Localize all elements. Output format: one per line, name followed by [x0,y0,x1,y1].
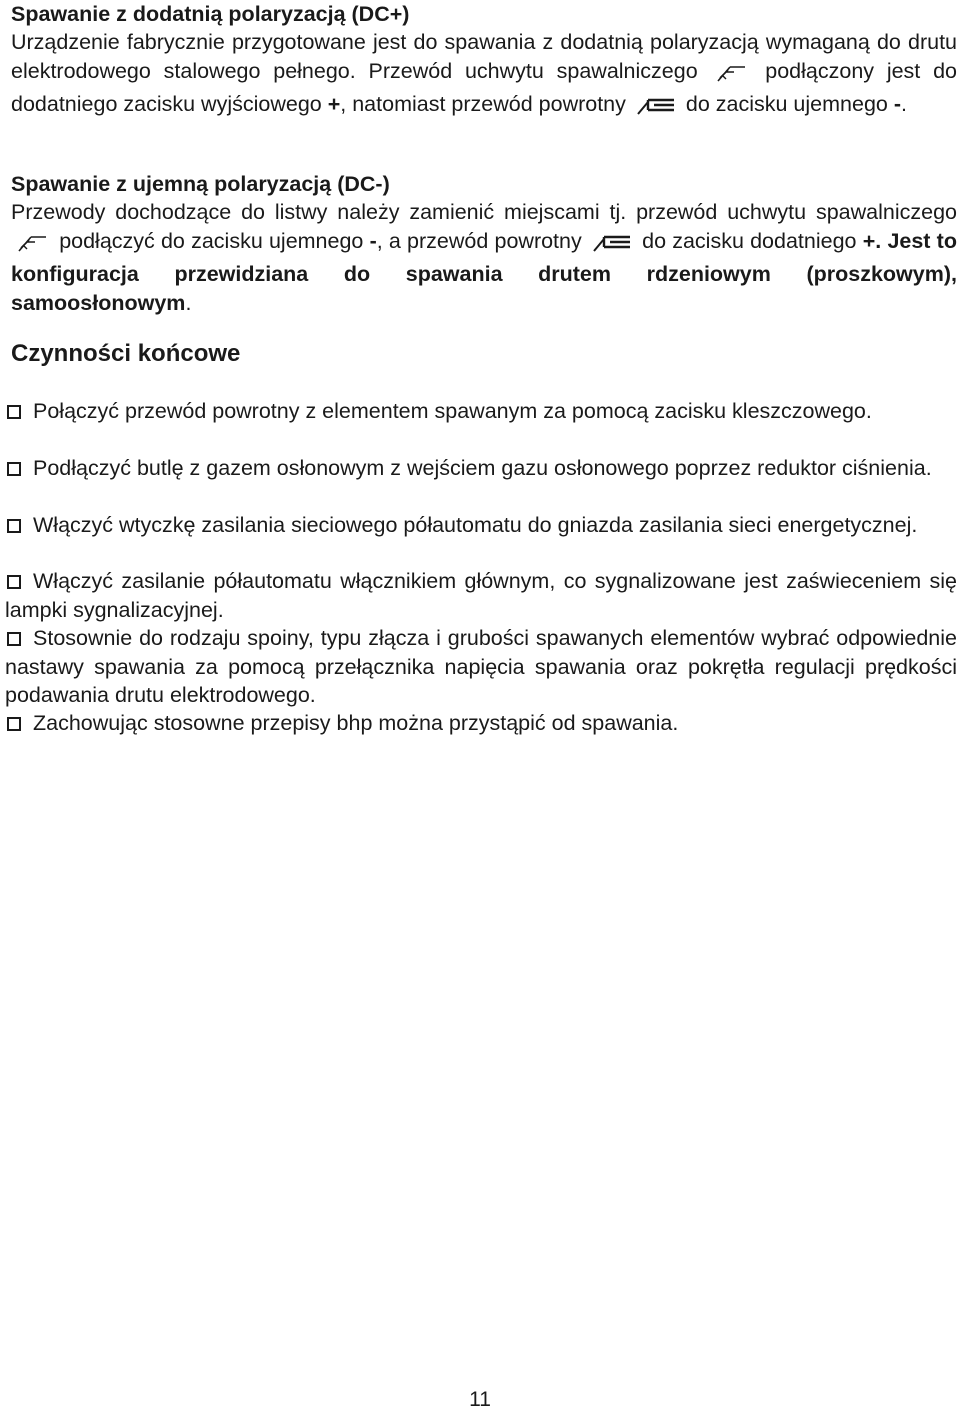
checkbox-icon [7,462,21,476]
list-item: Zachowując stosowne przepisy bhp można przystąpić od spawania. [5,709,957,737]
section-dc-plus [11,0,957,124]
section-heading-dc-minus: Spawanie z ujemną polaryzacją (DC-) [11,172,390,196]
list-item: Włączyć zasilanie półautomatu włącznikiem głównym, co sygnalizowane jest zaświeceniem się lampki sygnalizacyjnej. [5,569,957,622]
section-paragraph-dc-minus: Przewody dochodzące do listwy należy zamienić miejscami tj. przewód uchwytu spawalniczego podłączyć do zacisku ujemnego -, a przewód powrotny do zacisku dodatniego +. Jest to konfiguracja przewidziana do spawania drutem rdzeniowym (proszkowym), samoosłonowym. [11,200,957,315]
checkbox-icon [7,519,21,533]
checkbox-icon [7,717,21,731]
list-item: Podłączyć butlę z gazem osłonowym z wejściem gazu osłonowego poprzez reduktor ciśnienia. [5,454,957,511]
welding-torch-icon [15,231,49,260]
checkbox-icon [7,632,21,646]
checkbox-icon [7,405,21,419]
list-item: Stosownie do rodzaju spoiny, typu złącza i grubości spawanych elementów wybrać odpowiednie nastawy spawania za pomocą przełącznika napięcia spawania oraz pokrętła regulacji prędkości podawania drutu elektrodowego. [5,626,957,708]
list-item: Połączyć przewód powrotny z elementem spawanym za pomocą zacisku kleszczowego. [5,397,957,454]
return-clamp-icon [636,94,676,123]
list-item: Włączyć wtyczkę zasilania sieciowego półautomatu do gniazda zasilania sieci energetycznej. [5,511,957,568]
section-paragraph-dc-plus: Urządzenie fabrycznie przygotowane jest do spawania z dodatnią polaryzacją wymaganą do drutu elektrodowego stalowego pełnego. Przewód uchwytu spawalniczego podłączony jest do dodatniego zacisku wyjściowego +, natomiast przewód powrotny do zacisku ujemnego -. [11,28,957,123]
section-heading-dc-plus: Spawanie z dodatnią polaryzacją (DC+) [11,2,410,26]
section-heading-final-steps: Czynności końcowe [11,340,241,367]
section-dc-minus [11,170,957,317]
welding-torch-icon [714,61,748,90]
checkbox-icon [7,575,21,589]
page-number: 11 [469,1388,491,1411]
return-clamp-icon [592,231,632,260]
final-steps-list [5,397,957,738]
